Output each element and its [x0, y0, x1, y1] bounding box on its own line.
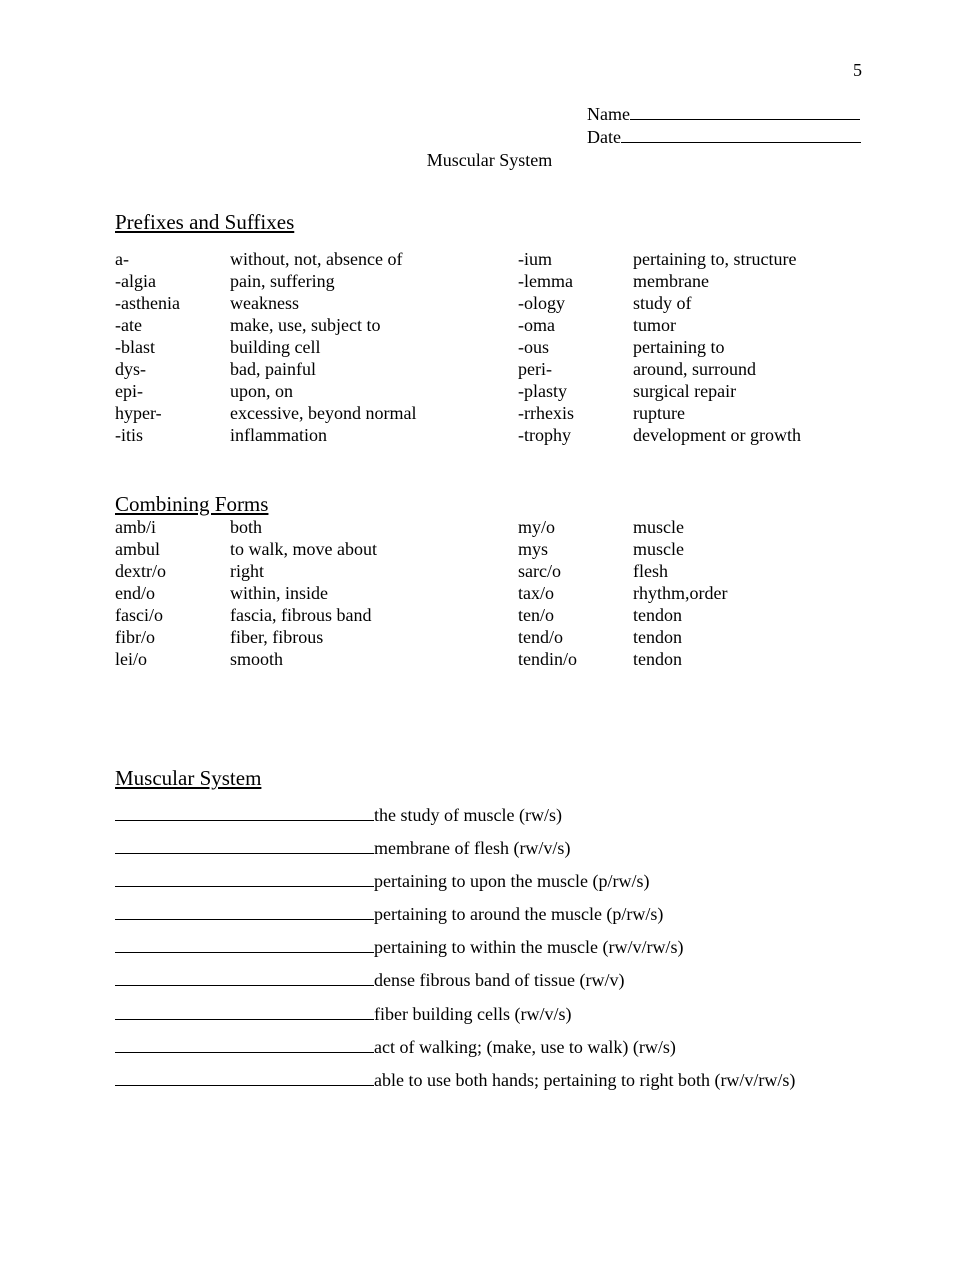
page-number: 5 [853, 60, 862, 80]
term-definition: without, not, absence of [230, 249, 403, 269]
exercise-item [115, 935, 795, 968]
muscular-system-heading: Muscular System [115, 766, 262, 790]
term-definition: fiber, fibrous [230, 627, 324, 647]
date-label: Date [587, 127, 621, 147]
term-word: lei/o [115, 649, 147, 669]
term-word: -oma [518, 315, 555, 335]
page-title: Muscular System [426, 150, 553, 170]
answer-blank[interactable] [115, 935, 374, 953]
term-definition: fascia, fibrous band [230, 605, 372, 625]
exercise-prompt: act of walking; (make, use to walk) (rw/s) [374, 1036, 676, 1057]
exercise-item [115, 1002, 795, 1035]
answer-blank[interactable] [115, 1068, 374, 1086]
exercise-item [115, 803, 795, 836]
combining-forms-heading: Combining Forms [115, 492, 269, 516]
term-word: -ology [518, 293, 565, 313]
exercise-item [115, 1035, 795, 1068]
term-word: fibr/o [115, 627, 155, 647]
term-word: -rrhexis [518, 403, 574, 423]
term-word: dys- [115, 359, 146, 379]
term-definition: excessive, beyond normal [230, 403, 417, 423]
exercise-item [115, 968, 795, 1001]
term-definition: surgical repair [633, 381, 737, 401]
term-word: -itis [115, 425, 144, 445]
term-word: sarc/o [518, 561, 561, 581]
term-word: fasci/o [115, 605, 163, 625]
exercise-prompt: fiber building cells (rw/v/s) [374, 1003, 572, 1024]
term-definition: smooth [230, 649, 284, 669]
term-definition: to walk, move about [230, 539, 377, 559]
name-blank[interactable] [630, 104, 860, 120]
term-definition: right [230, 561, 264, 581]
term-definition: muscle [633, 539, 684, 559]
term-word: -lemma [518, 271, 573, 291]
term-word: tendin/o [518, 649, 577, 669]
term-word: amb/i [115, 517, 156, 537]
term-definition: tendon [633, 649, 682, 669]
date-blank[interactable] [621, 127, 861, 143]
date-field[interactable] [587, 126, 861, 148]
exercise-prompt: the study of muscle (rw/s) [374, 805, 562, 825]
term-definition: both [230, 517, 263, 537]
term-word: -plasty [518, 381, 567, 401]
exercise-prompt: pertaining to upon the muscle (p/rw/s) [374, 871, 650, 892]
term-word: peri- [518, 359, 552, 379]
term-word: my/o [518, 517, 556, 537]
term-word: hyper- [115, 403, 162, 423]
answer-blank[interactable] [115, 1035, 374, 1053]
term-definition: flesh [633, 561, 668, 581]
exercise-item [115, 1068, 795, 1101]
name-label: Name [587, 104, 630, 124]
term-definition: tumor [633, 315, 676, 335]
term-definition: within, inside [230, 583, 328, 603]
term-definition: rupture [633, 403, 685, 423]
answer-blank[interactable] [115, 869, 374, 887]
answer-blank[interactable] [115, 902, 374, 920]
prefixes-suffixes-heading: Prefixes and Suffixes [115, 210, 295, 234]
term-definition: bad, painful [230, 359, 316, 379]
term-definition: tendon [633, 627, 682, 647]
exercise-prompt: pertaining to within the muscle (rw/v/rw/s) [374, 937, 684, 958]
exercise-prompt: able to use both hands; pertaining to right both (rw/v/rw/s) [374, 1069, 796, 1090]
exercise-list [115, 803, 795, 1101]
term-definition: study of [633, 293, 692, 313]
term-word: -ium [518, 249, 552, 269]
exercise-prompt: membrane of flesh (rw/v/s) [374, 838, 571, 859]
term-word: -trophy [518, 425, 571, 445]
term-definition: building cell [230, 337, 321, 357]
answer-blank[interactable] [115, 968, 374, 986]
term-definition: membrane [633, 271, 709, 291]
term-definition: muscle [633, 517, 684, 537]
exercise-prompt: pertaining to around the muscle (p/rw/s) [374, 904, 664, 925]
term-definition: pain, suffering [230, 271, 335, 291]
term-definition: weakness [230, 293, 299, 313]
term-word: a- [115, 249, 129, 269]
term-word: epi- [115, 381, 143, 401]
exercise-prompt: dense fibrous band of tissue (rw/v) [374, 970, 625, 991]
term-word: tax/o [518, 583, 554, 603]
exercise-item [115, 869, 795, 902]
term-definition: development or growth [633, 425, 801, 445]
term-definition: pertaining to, structure [633, 249, 797, 269]
name-field[interactable] [587, 103, 860, 125]
term-definition: rhythm,order [633, 583, 728, 603]
answer-blank[interactable] [115, 803, 374, 821]
answer-blank[interactable] [115, 1002, 374, 1020]
term-definition: make, use, subject to [230, 315, 381, 335]
term-word: dextr/o [115, 561, 166, 581]
answer-blank[interactable] [115, 836, 374, 854]
term-word: tend/o [518, 627, 563, 647]
term-word: -ous [518, 337, 549, 357]
term-word: end/o [115, 583, 155, 603]
term-definition: inflammation [230, 425, 327, 445]
term-definition: tendon [633, 605, 682, 625]
term-word: -blast [115, 337, 155, 357]
term-word: -algia [115, 271, 156, 291]
exercise-item [115, 902, 795, 935]
term-word: mys [518, 539, 549, 559]
term-definition: upon, on [230, 381, 293, 401]
exercise-item [115, 836, 795, 869]
term-word: ten/o [518, 605, 554, 625]
term-definition: pertaining to [633, 337, 725, 357]
term-word: -ate [115, 315, 142, 335]
term-word: ambul [115, 539, 160, 559]
term-definition: around, surround [633, 359, 756, 379]
term-word: -asthenia [115, 293, 180, 313]
